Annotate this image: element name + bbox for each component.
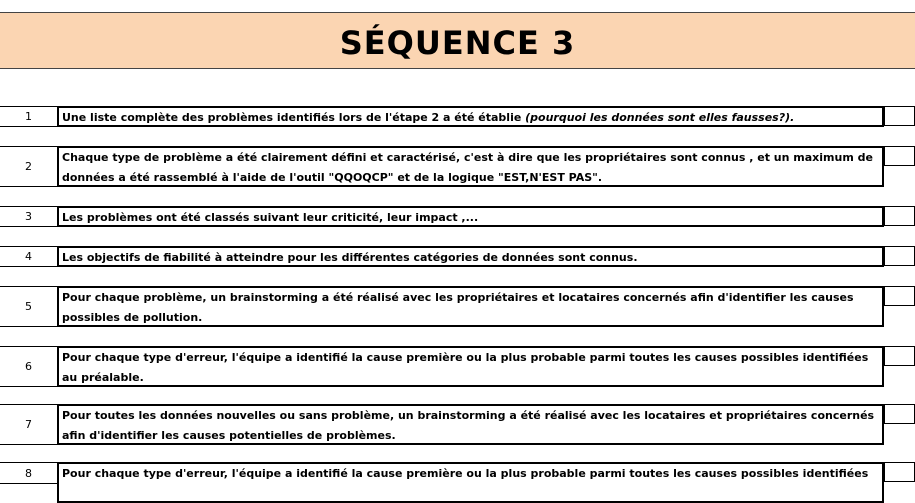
checklist-row-4 xyxy=(0,246,915,267)
checklist-row-3 xyxy=(0,206,915,227)
row-number xyxy=(0,286,57,327)
row-number-text: 6 xyxy=(25,360,32,373)
row-text-main: Les problèmes ont été classés suivant leur criticité, leur impact ,... xyxy=(62,211,479,224)
row-text xyxy=(57,246,884,267)
checkbox-cell[interactable] xyxy=(884,404,915,424)
row-text xyxy=(57,462,884,503)
checklist-row-7 xyxy=(0,404,915,445)
row-text xyxy=(57,106,884,127)
row-number-text: 8 xyxy=(25,466,32,480)
checkbox-cell[interactable] xyxy=(884,462,915,482)
row-text xyxy=(57,286,884,327)
checklist-row-6 xyxy=(0,346,915,387)
row-text xyxy=(57,404,884,445)
checkbox-cell[interactable] xyxy=(884,206,915,226)
row-number xyxy=(0,106,57,127)
row-text-main: Pour chaque type d'erreur, l'équipe a identifié la cause première ou la plus probable parmi toutes les causes possibles identifiées xyxy=(62,467,869,480)
checkbox-cell[interactable] xyxy=(884,106,915,126)
row-number xyxy=(0,206,57,227)
checklist-row-5 xyxy=(0,286,915,327)
row-number xyxy=(0,404,57,445)
row-number xyxy=(0,346,57,387)
checklist-row-8 xyxy=(0,462,915,503)
checklist-row-2 xyxy=(0,146,915,187)
title-bar xyxy=(0,12,915,69)
row-number xyxy=(0,146,57,187)
checkbox-cell[interactable] xyxy=(884,286,915,306)
row-number-text: 3 xyxy=(25,210,32,223)
row-text-main: Pour chaque type d'erreur, l'équipe a identifié la cause première ou la plus probable parmi toutes les causes possibles identifiées au préalable. xyxy=(62,351,869,384)
row-number-text: 2 xyxy=(25,160,32,173)
row-text-main: Chaque type de problème a été clairement défini et caractérisé, c'est à dire que les propriétaires sont connus , et un maximum de données a été rassemblé à l'aide de l'outil "QQOQCP" et de la logique "EST,N'EST PAS". xyxy=(62,151,873,184)
row-text-main: Pour toutes les données nouvelles ou sans problème, un brainstorming a été réalisé avec les locataires et propriétaires concernés afin d'identifier les causes potentielles de problèmes. xyxy=(62,409,875,442)
row-text xyxy=(57,146,884,187)
checkbox-cell[interactable] xyxy=(884,146,915,166)
row-number-text: 5 xyxy=(25,300,32,313)
row-text-italic: (pourquoi les données sont elles fausses?). xyxy=(525,111,795,124)
row-text xyxy=(57,346,884,387)
row-number xyxy=(0,462,57,484)
page-title: SÉQUENCE 3 xyxy=(339,24,576,62)
row-number xyxy=(0,246,57,267)
checkbox-cell[interactable] xyxy=(884,346,915,366)
row-text-main: Pour chaque problème, un brainstorming a été réalisé avec les propriétaires et locataires concernés afin d'identifier les causes possibles de pollution. xyxy=(62,291,854,324)
checkbox-cell[interactable] xyxy=(884,246,915,266)
row-text-main: Les objectifs de fiabilité à atteindre pour les différentes catégories de données sont connus. xyxy=(62,251,638,264)
row-number-text: 7 xyxy=(25,418,32,431)
row-number-text: 4 xyxy=(25,250,32,263)
checklist-row-1 xyxy=(0,106,915,127)
row-text-main: Une liste complète des problèmes identifiés lors de l'étape 2 a été établie xyxy=(62,111,526,124)
row-text xyxy=(57,206,884,227)
row-number-text: 1 xyxy=(25,110,32,123)
